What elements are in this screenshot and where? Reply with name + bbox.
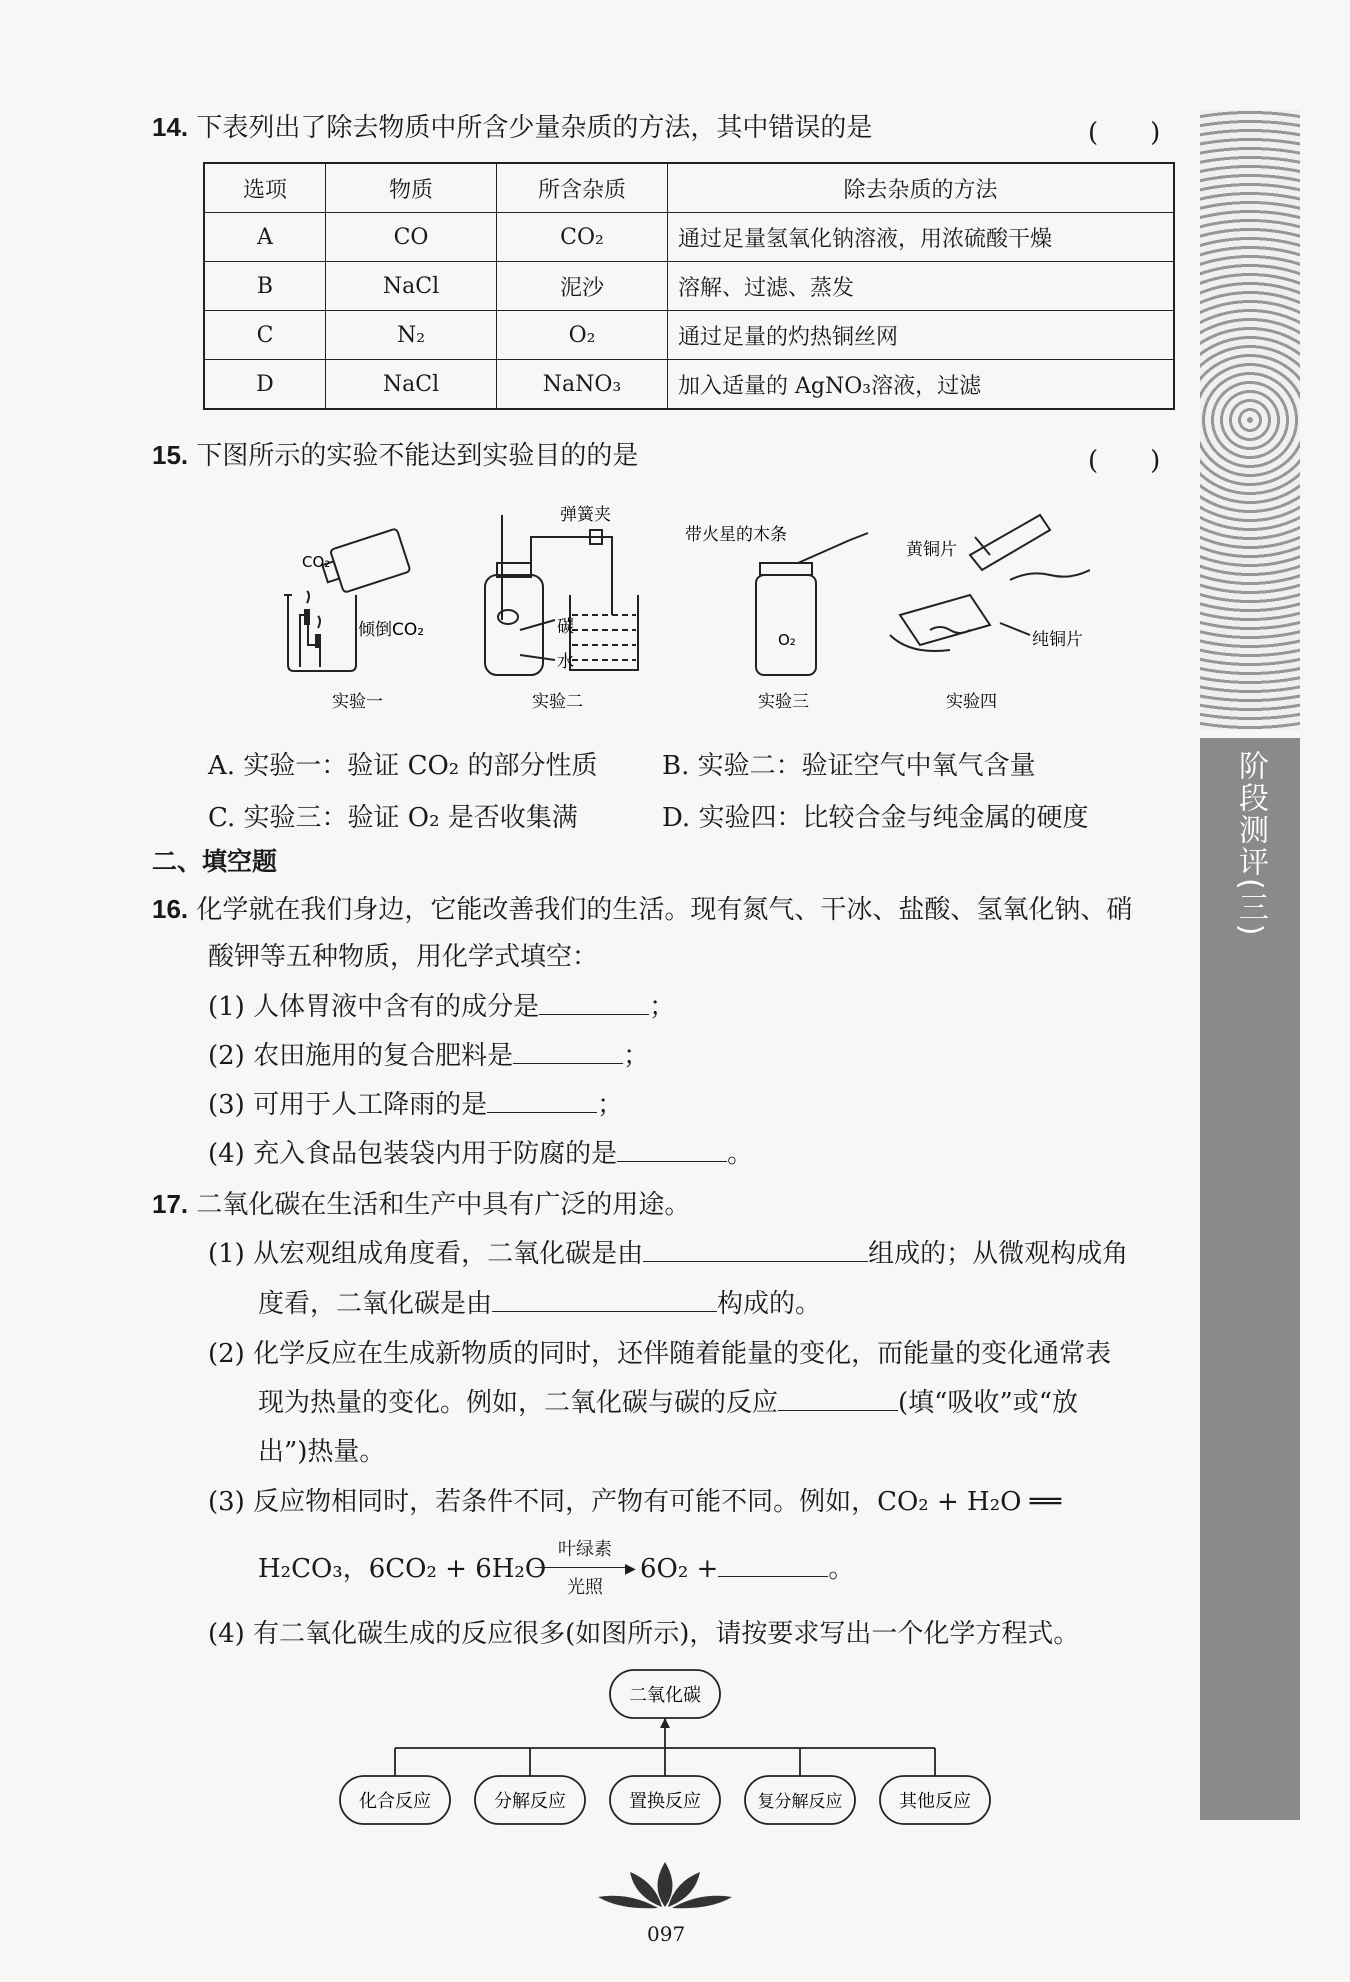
table-cell: D [204,360,326,410]
q14-number: 14. [152,112,189,142]
side-pattern [1200,110,1300,730]
q17-sub2-line2 [258,1386,1078,1420]
answer-blank[interactable] [778,1386,898,1411]
q16-sub3-text: (3) 可用于人工降雨的是 [208,1090,488,1120]
q17-sub1-line2 [258,1287,821,1321]
diagram-child: 置换反应 [629,1791,701,1812]
table-cell: NaCl [326,360,497,410]
diagram-child: 其他反应 [899,1791,971,1812]
q17-s2b: 现为热量的变化。例如，二氧化碳与碳的反应 [258,1388,779,1418]
table-header-row [204,163,1174,213]
exp2-caption: 实验二 [532,692,583,712]
q17-s3a: (3) 反应物相同时，若条件不同，产物有可能不同。例如，CO₂ + H₂O ══ [208,1487,1062,1517]
exp2-water-label: 水 [557,652,574,672]
reaction-condition-bottom: 光照 [567,1577,603,1598]
beaker-icon [288,595,356,671]
leaf-ornament-icon [590,1852,740,1912]
arrow-head-icon: ▶ [625,1561,636,1577]
q16-sub4 [208,1137,753,1171]
q16-stem [152,892,1132,927]
q17-s2c: (填“吸收”或“放 [898,1388,1079,1418]
q16-sub3 [208,1088,623,1122]
q17-number: 17. [152,1189,189,1219]
answer-blank[interactable] [617,1137,727,1162]
section-heading: 二、填空题 [152,847,278,876]
q17-s2d: 出”)热量。 [258,1437,386,1467]
q17-s1b: 组成的；从微观构成角 [868,1239,1129,1269]
arrow-line [535,1567,627,1568]
side-label: 阶段测评(三) [1233,750,1268,938]
table-row [204,262,1174,311]
table-row [204,360,1174,410]
q17-s1a: (1) 从宏观组成角度看，二氧化碳是由 [208,1239,644,1269]
table-cell: C [204,311,326,360]
exp4-brass-label: 黄铜片 [906,540,957,560]
exp1-pour-label: 倾倒CO₂ [358,620,425,640]
metal-sheet-icon [900,595,990,645]
q16-sub4-end: 。 [727,1139,754,1169]
q15-option-c[interactable]: C. 实验三：验证 O₂ 是否收集满 [208,803,578,833]
diagram-child: 分解反应 [494,1791,566,1812]
answer-blank[interactable] [513,1039,623,1064]
table-cell: 通过足量的灼热铜丝网 [668,311,1175,360]
q14-table [203,162,1175,410]
exp3-stick-label: 带火星的木条 [685,525,787,545]
table-cell: NaCl [326,262,497,311]
page-number: 097 [647,1922,686,1946]
q16-sub2-text: (2) 农田施用的复合肥料是 [208,1041,514,1071]
diagram-root: 二氧化碳 [629,1685,701,1706]
exp3-o2-label: O₂ [778,631,796,649]
table-row [204,213,1174,262]
q16-sub2 [208,1039,649,1073]
table-row [204,311,1174,360]
table-cell: O₂ [497,311,668,360]
table-cell: NaNO₃ [497,360,668,410]
answer-blank[interactable] [643,1237,868,1262]
exp2-clip-label: 弹簧夹 [560,505,611,525]
exp4-caption: 实验四 [946,692,997,712]
q17-s2a: (2) 化学反应在生成新物质的同时，还伴随着能量的变化，而能量的变化通常表 [208,1339,1112,1369]
q15-option-d[interactable]: D. 实验四：比较合金与纯金属的硬度 [662,803,1089,833]
table-cell: 溶解、过滤、蒸发 [668,262,1175,311]
q16-sub2-end: ； [623,1041,650,1071]
q16-line2: 酸钾等五种物质，用化学式填空： [208,942,599,972]
q15-option-a[interactable]: A. 实验一：验证 CO₂ 的部分性质 [208,751,598,781]
q17-sub1-line1 [208,1237,1128,1271]
reaction-type-diagram [330,1668,1000,1828]
table-header: 物质 [326,163,497,213]
q15-number: 15. [152,440,189,470]
q16-number: 16. [152,894,189,924]
q17-stem [152,1187,690,1222]
reaction-arrow [535,1535,636,1598]
q16-line1: 化学就在我们身边，它能改善我们的生活。现有氮气、干冰、盐酸、氢氧化钠、硝 [196,895,1133,925]
exp3-caption: 实验三 [758,692,809,712]
q17-s3b: H₂CO₃，6CO₂ + 6H₂O [258,1554,547,1584]
answer-blank[interactable] [492,1287,717,1312]
q17-sub3-line2-right [640,1552,854,1586]
table-header: 所含杂质 [497,163,668,213]
table-cell: 通过足量氢氧化钠溶液，用浓硫酸干燥 [668,213,1175,262]
exp1-co2-label: CO₂ [302,553,331,571]
q14-text: 下表列出了除去物质中所含少量杂质的方法，其中错误的是 [196,113,873,143]
q15-text: 下图所示的实验不能达到实验目的的是 [196,441,639,471]
table-cell: B [204,262,326,311]
table-cell: 泥沙 [497,262,668,311]
table-cell: CO₂ [497,213,668,262]
q16-sub1 [208,990,675,1024]
exp2-carbon-label: 碳 [557,617,574,637]
table-cell: A [204,213,326,262]
q17-text: 二氧化碳在生活和生产中具有广泛的用途。 [196,1190,691,1220]
q14-answer-paren[interactable]: ( ) [1088,118,1161,148]
diagram-child: 化合反应 [359,1791,431,1812]
q15-experiments-figure [270,495,1090,720]
side-tab [1200,110,1300,1820]
q17-sub3-line2 [258,1552,546,1586]
q17-s1d: 构成的。 [717,1289,822,1319]
gas-bottle-icon [756,575,816,675]
q15-stem [152,438,638,473]
q16-sub4-text: (4) 充入食品包装袋内用于防腐的是 [208,1139,618,1169]
q16-sub1-end: ； [649,992,676,1022]
arrow-up-icon [660,1718,670,1728]
q16-sub3-end: ； [597,1090,624,1120]
q17-s1c: 度看，二氧化碳是由 [258,1289,493,1319]
diagram-child: 复分解反应 [757,1792,843,1812]
exp1-caption: 实验一 [332,692,383,712]
q16-sub1-text: (1) 人体胃液中含有的成分是 [208,992,540,1022]
q17-s3c: 6O₂ + [640,1554,719,1584]
answer-blank[interactable] [539,990,649,1015]
table-header: 除去杂质的方法 [668,163,1175,213]
table-header: 选项 [204,163,326,213]
answer-blank[interactable] [487,1088,597,1113]
q15-answer-paren[interactable]: ( ) [1088,446,1161,476]
reaction-condition-top: 叶绿素 [558,1539,612,1560]
q17-s4: (4) 有二氧化碳生成的反应很多(如图所示)，请按要求写出一个化学方程式。 [208,1619,1080,1649]
table-cell: CO [326,213,497,262]
table-cell: 加入适量的 AgNO₃溶液，过滤 [668,360,1175,410]
q17-s3d: 。 [828,1554,855,1584]
answer-blank[interactable] [718,1552,828,1577]
table-cell: N₂ [326,311,497,360]
exp4-copper-label: 纯铜片 [1032,630,1083,650]
q14-stem [152,110,872,145]
q15-option-b[interactable]: B. 实验二：验证空气中氧气含量 [662,751,1036,781]
